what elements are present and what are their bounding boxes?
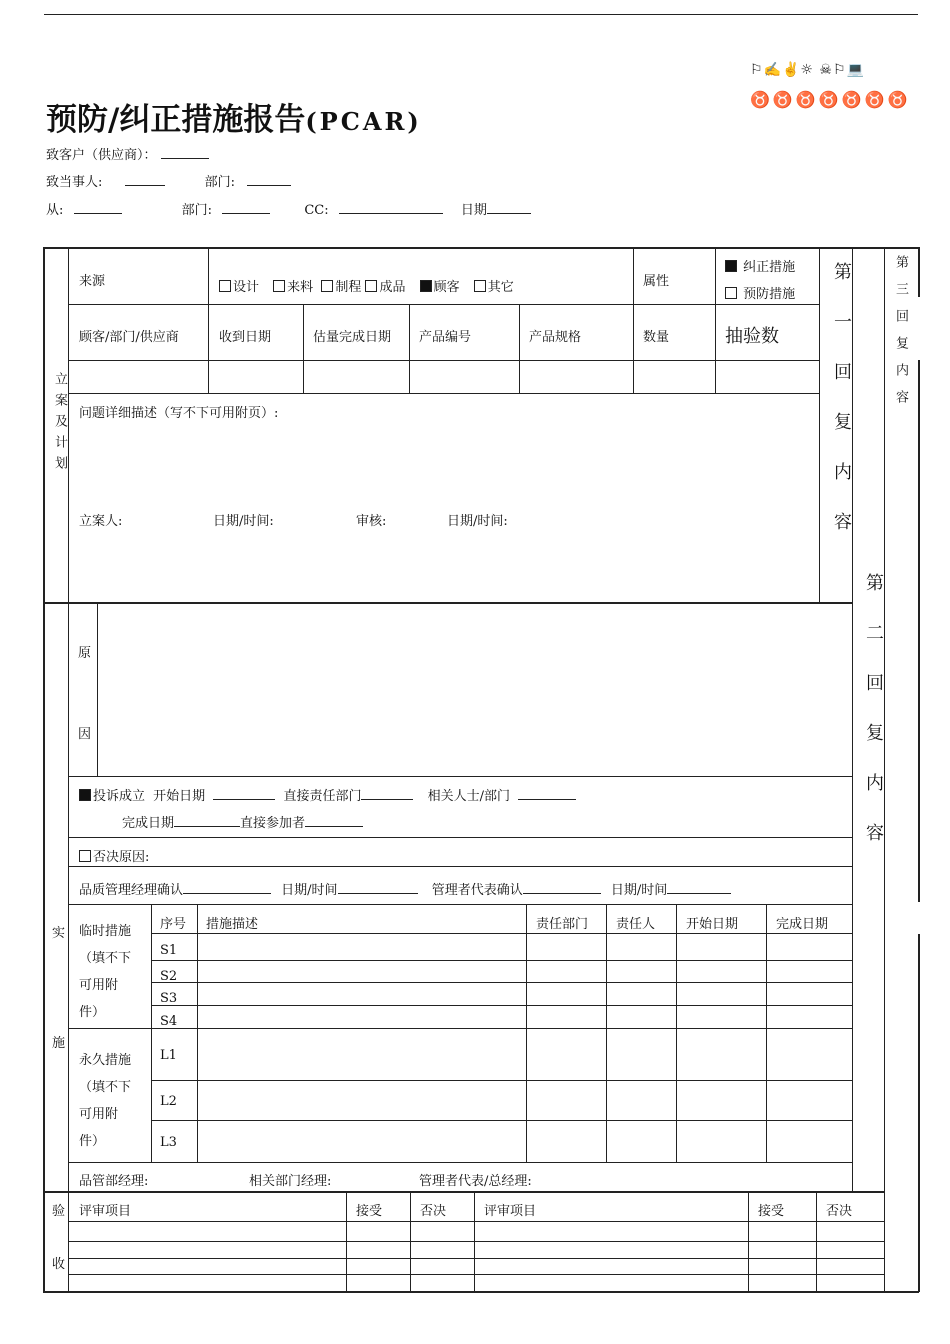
reply1-left-border [819, 247, 820, 603]
confirm-datetime-1-field[interactable] [338, 881, 418, 894]
header-quantity: 数量 [643, 330, 670, 345]
checkbox-customer-checked[interactable] [420, 280, 432, 292]
title-suffix: (PCAR) [305, 107, 422, 136]
related-manager-signoff: 相关部门经理: [249, 1174, 332, 1189]
filing-label-text: 立案及计划 [52, 372, 67, 477]
form-left-border [43, 247, 45, 1292]
filer-datetime-label: 日期/时间: [213, 514, 274, 529]
row2-bottom [68, 360, 819, 361]
to-customer-line [46, 144, 209, 163]
cc-label: CC: [304, 203, 329, 218]
accept-col-410 [410, 1192, 411, 1292]
start-date-field[interactable] [213, 787, 275, 800]
direct-dept-field[interactable] [361, 787, 413, 800]
implement-label-2: 施 [52, 1036, 66, 1051]
from-line [46, 199, 531, 218]
accept-header-reject-1: 否决 [420, 1204, 447, 1219]
measures-header-finish: 完成日期 [776, 917, 829, 932]
confirm-datetime-2-label: 日期/时间 [610, 883, 668, 898]
rep-confirm-label: 管理者代表确认 [431, 883, 523, 898]
row3-bottom [68, 393, 819, 394]
measures-col-526 [526, 904, 527, 1162]
cause-label-divider [97, 602, 98, 776]
to-customer-label: 致客户（供应商）： [46, 148, 157, 163]
reply-1-text: 第一回复内容 [831, 262, 852, 562]
problem-description-label: 问题详细描述（写不下可用附页）: [79, 406, 279, 421]
header-received-date: 收到日期 [219, 330, 272, 345]
finish-date-field[interactable] [174, 814, 240, 827]
confirm-datetime-2-field[interactable] [667, 881, 731, 894]
reply-3-label [891, 255, 909, 421]
from-field[interactable] [74, 201, 122, 214]
reject-bottom [68, 866, 852, 867]
dept-label-1: 部门: [204, 175, 236, 190]
permanent-measures-label: 永久措施 （填不下 可用附 件） [79, 1053, 132, 1149]
accept-header-item-1: 评审项目 [79, 1204, 132, 1219]
option-process[interactable]: 制程 [321, 280, 361, 295]
attribute-label: 属性 [643, 274, 670, 289]
implement-label-1: 实 [52, 926, 66, 941]
complaint-bottom [68, 837, 852, 838]
to-person-label: 致当事人: [46, 175, 103, 190]
form-bottom-border [43, 1291, 919, 1293]
review-datetime-label: 日期/时间: [447, 514, 508, 529]
accept-label-2: 收 [52, 1257, 66, 1272]
measures-header-dept: 责任部门 [536, 917, 589, 932]
checkbox-finished[interactable] [365, 280, 377, 292]
source-label: 来源 [79, 274, 106, 289]
dept-label-2: 部门: [181, 203, 213, 218]
date-field[interactable] [487, 201, 531, 214]
reject-label: 否决原因: [93, 850, 150, 865]
form-right-border-bottom [918, 934, 920, 1292]
col-divider-409 [409, 304, 410, 393]
qm-confirm-label: 品质管理经理确认 [79, 883, 184, 898]
measures-perm-bottom [68, 1162, 852, 1163]
measures-row-s2-bottom [151, 982, 852, 983]
col-divider-715 [715, 247, 716, 393]
row1-bottom [68, 304, 819, 305]
filer-label: 立案人: [79, 514, 123, 529]
checkbox-material[interactable] [273, 280, 285, 292]
accept-label-1: 验 [52, 1204, 66, 1219]
measures-row-s3-bottom [151, 1005, 852, 1006]
cc-field[interactable] [339, 201, 443, 214]
complaint-line-1 [79, 785, 576, 804]
checkbox-process[interactable] [321, 280, 333, 292]
option-finished[interactable]: 成品 [365, 280, 405, 295]
option-design[interactable]: 设计 [219, 280, 259, 295]
cause-label-2: 因 [78, 727, 92, 742]
confirm-bottom [68, 904, 852, 905]
confirm-line [79, 879, 731, 898]
form-top-border [43, 247, 919, 249]
direct-participant-field[interactable] [305, 814, 363, 827]
to-person-field[interactable] [125, 173, 165, 186]
complaint-established-label: 投诉成立 [93, 789, 146, 804]
qa-manager-signoff: 品管部经理: [79, 1174, 149, 1189]
measures-header-start: 开始日期 [686, 917, 739, 932]
related-label: 相关人士/部门 [427, 789, 510, 804]
review-label: 审核: [356, 514, 387, 529]
checkbox-other[interactable] [474, 280, 486, 292]
header-sample-count: 抽验数 [725, 326, 779, 347]
reply-3-text: 第三回复内容 [893, 255, 908, 417]
checkbox-reject[interactable] [79, 850, 91, 862]
measures-header-desc: 措施描述 [206, 917, 259, 932]
section-label-filing [46, 372, 66, 477]
complaint-line-2 [122, 812, 363, 831]
measures-row-s1-bottom [151, 960, 852, 961]
confirm-datetime-1-label: 日期/时间 [281, 883, 338, 898]
col-divider-303 [303, 304, 304, 393]
accept-header-accept-1: 接受 [356, 1204, 383, 1219]
measures-header-bottom [151, 933, 852, 934]
accept-row-3 [68, 1258, 884, 1259]
measures-col-606 [606, 904, 607, 1162]
symbol-font-line-2: ♉♉♉♉♉♉♉ [750, 90, 911, 109]
form-right-border-top [918, 247, 920, 297]
col-divider-208 [208, 247, 209, 393]
accept-header-accept-2: 接受 [758, 1204, 785, 1219]
row-s4: S4 [160, 1014, 178, 1029]
measures-col-676 [676, 904, 677, 1162]
cause-label-1: 原 [78, 646, 92, 661]
source-options [219, 276, 514, 295]
page-title [46, 94, 422, 139]
checkbox-complaint-established[interactable] [79, 789, 91, 801]
header-product-spec: 产品规格 [529, 330, 582, 345]
measures-col-151 [151, 904, 152, 1162]
header-product-number: 产品编号 [419, 330, 472, 345]
reply-1-label [828, 262, 852, 567]
accept-row-2 [68, 1241, 884, 1242]
dept-field-2[interactable] [222, 201, 270, 214]
form-right-border-mid [918, 360, 920, 902]
rep-confirm-field[interactable] [523, 881, 601, 894]
finish-date-label: 完成日期 [122, 816, 175, 831]
reject-line [79, 846, 149, 865]
option-other[interactable]: 其它 [474, 280, 514, 295]
checkbox-corrective-checked[interactable] [725, 260, 737, 272]
col-divider-633 [633, 247, 634, 393]
header-estimated-completion: 估量完成日期 [313, 330, 392, 345]
accept-row-4 [68, 1274, 884, 1275]
checkbox-preventive[interactable] [725, 287, 737, 299]
rep-gm-signoff: 管理者代表/总经理: [419, 1174, 532, 1189]
to-customer-field[interactable] [161, 146, 209, 159]
title-main: 预防/纠正措施报告 [46, 102, 306, 138]
accept-col-816 [816, 1192, 817, 1292]
row-s2: S2 [160, 969, 178, 984]
header-customer-dept-supplier: 顾客/部门/供应商 [79, 330, 179, 345]
related-field[interactable] [518, 787, 576, 800]
to-person-line [46, 171, 291, 190]
row-s1: S1 [160, 943, 178, 958]
measures-header-seq: 序号 [160, 917, 187, 932]
measures-temp-bottom [68, 1028, 852, 1029]
accept-header-reject-2: 否决 [826, 1204, 853, 1219]
from-label: 从: [46, 203, 64, 218]
row-s3: S3 [160, 991, 178, 1006]
accept-col-474 [474, 1192, 475, 1292]
row-l2: L2 [160, 1094, 177, 1109]
option-customer[interactable]: 顾客 [420, 280, 460, 295]
section-separator-filing [43, 602, 853, 604]
accept-header-item-2: 评审项目 [484, 1204, 537, 1219]
dept-field-1[interactable] [247, 173, 291, 186]
direct-participant-label: 直接参加者 [240, 816, 306, 831]
checkbox-design[interactable] [219, 280, 231, 292]
row-l3: L3 [160, 1135, 177, 1150]
qm-confirm-field[interactable] [183, 881, 271, 894]
top-rule [44, 14, 918, 15]
col-divider-519 [519, 304, 520, 393]
accept-col-748 [748, 1192, 749, 1292]
start-date-label: 开始日期 [153, 789, 206, 804]
temporary-measures-label: 临时措施 （填不下 可用附 件） [79, 924, 132, 1020]
measures-row-l1-bottom [151, 1080, 852, 1081]
measures-header-person: 责任人 [616, 917, 656, 932]
reply-2-label [860, 573, 884, 878]
corrective-option[interactable]: 纠正措施 [725, 256, 795, 275]
accept-row-1 [68, 1221, 884, 1222]
option-material[interactable]: 来料 [273, 280, 313, 295]
row-l1: L1 [160, 1048, 177, 1063]
accept-col-346 [346, 1192, 347, 1292]
measures-col-197 [197, 904, 198, 1162]
reply-2-text: 第二回复内容 [863, 573, 884, 873]
cause-bottom [68, 776, 852, 777]
date-label: 日期 [460, 203, 487, 218]
symbol-font-line-1: ⚐✍✌☼ ☠⚐💻 [750, 62, 865, 78]
measures-col-766 [766, 904, 767, 1162]
measures-row-l2-bottom [151, 1120, 852, 1121]
preventive-option[interactable]: 预防措施 [725, 283, 795, 302]
direct-dept-label: 直接责任部门 [283, 789, 362, 804]
section-separator-implement [43, 1191, 885, 1193]
